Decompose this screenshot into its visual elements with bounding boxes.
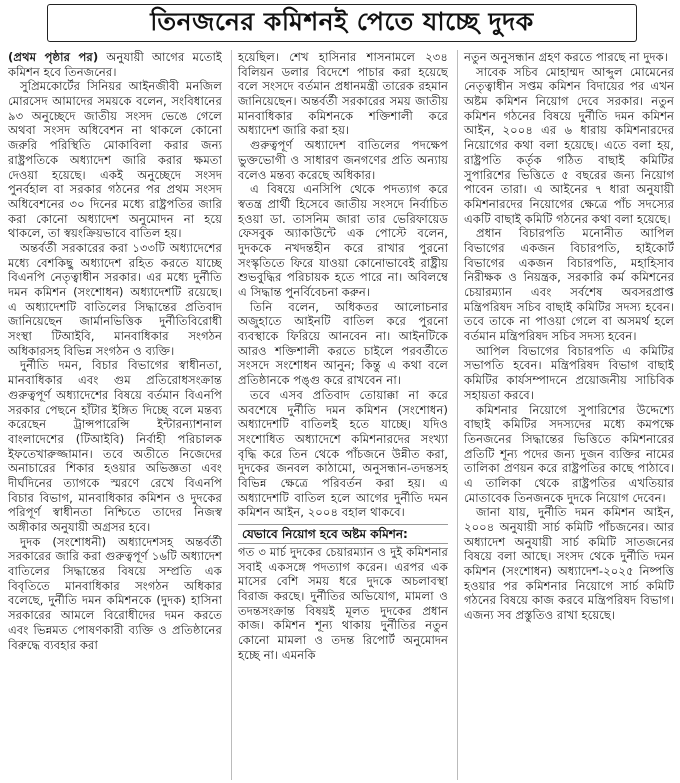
- paragraph: কমিশনার নিয়োগে সুপারিশের উদ্দেশ্যে বাছাই কমিটির সদস্যদের মধ্যে কমপক্ষে তিনজনের সিদ্ধান্তের ভিত্তিতে কমিশনারের প্রতিটি শূন্য পদের জন্য দুজন ব্যক্তির নামের তালিকা প্রণয়ন করে রাষ্ট্রপতির কাছে পাঠাবে। এ তালিকা থেকে রাষ্ট্রপতির এখতিয়ার মোতাবেক তিনজনকে দুদকে নিয়োগ দেবেন।: [463, 402, 674, 505]
- paragraph: দুর্নীতি দমন, বিচার বিভাগের স্বাধীনতা, মানবাধিকার এবং গুম প্রতিরোধসংক্রান্ত গুরুত্বপূর্ণ অধ্যাদেশের বিষয়ে বর্তমান বিএনপি সরকার পেছনে হাঁটার ইঙ্গিত দিচ্ছে বলে মন্তব্য করেছেন ট্রান্সপারেন্সি ইন্টারন্যাশনাল বাংলাদেশের (টিআইবি) নির্বাহী পরিচালক ইফতেখারুজ্জামান। তবে অতীতে নিজেদের অনাচারের শিকার হওয়ার অভিজ্ঞতা এবং দীর্ঘদিনের ত্যাগকে স্মরণে রেখে বিএনপি বিচার বিভাগ, মানবাধিকার কমিশন ও দুদকের পরিপূর্ণ স্বাধীনতা নিশ্চিতে তাদের নিজস্ব অঙ্গীকার অনুযায়ী অগ্রসর হবে।: [8, 358, 222, 534]
- paragraph: গত ৩ মার্চ দুদকের চেয়ারম্যান ও দুই কমিশনার সবাই একসঙ্গে পদত্যাগ করেন। এরপর এক মাসের বেশি সময় ধরে দুদকে অচলাবস্থা বিরাজ করছে। দুর্নীতির অভিযোগ, মামলা ও তদন্তসংক্রান্ত বিষয়ই মূলত দুদকের প্রধান কাজ। কমিশন শূন্য থাকায় দুর্নীতির নতুন কোনো মামলা ও তদন্ত রিপোর্ট অনুমোদন হচ্ছে না। এমনকি: [237, 545, 448, 662]
- section-subheading: যেভাবে নিয়োগ হবে অষ্টম কমিশন:: [238, 524, 448, 544]
- paragraph: এ বিষয়ে এনসিপি থেকে পদত্যাগ করে স্বতন্ত্র প্রার্থী হিসেবে জাতীয় সংসদে নির্বাচিত হওয়া ডা. তাসনিম জারা তার ভেরিফায়েড ফেসবুক অ্যাকাউন্টে এক পোস্টে বলেন, দুদককে নখদন্তহীন করে রাখার পুরনো সংস্কৃতিতে ফিরে যাওয়া কোনোভাবেই রাষ্ট্রীয় শুভবুদ্ধির পরিচায়ক হতে পারে না। অবিলম্বে এ সিদ্ধান্ত পুনর্বিবেচনা করুন।: [237, 182, 448, 299]
- continuation-label: (প্রথম পৃষ্ঠার পর): [8, 50, 99, 64]
- paragraph: তিনি বলেন, অধিকতর আলোচনার অজুহাতে আইনটি বাতিল করে পুরনো ব্যবস্থাকে ফিরিয়ে আনবেন না। আইনটিকে আরও শক্তিশালী করতে চাইলে পরবর্তীতে সংসদে সংশোধন আনুন; কিন্তু এ কথা বলে প্রতিষ্ঠানকে পঙ্গু করে রাখবেন না।: [237, 299, 448, 388]
- paragraph: অন্তর্বর্তী সরকারের করা ১৩৩টি অধ্যাদেশের মধ্যে বেশকিছু অধ্যাদেশ রহিত করতে যাচ্ছে বিএনপি নেতৃত্বাধীন সরকার। এর মধ্যে দুর্নীতি দমন কমিশন (সংশোধন) অধ্যাদেশটি রয়েছে। এ অধ্যাদেশটি বাতিলের সিদ্ধান্তের প্রতিবাদ জানিয়েছেন জার্মানভিত্তিক দুর্নীতিবিরোধী সংস্থা টিআইবি, মানবাধিকার সংগঠন অধিকারসহ বিভিন্ন সংগঠন ও ব্যক্তি।: [8, 240, 222, 358]
- column-2: [231, 50, 448, 780]
- paragraph: গুরুত্বপূর্ণ অধ্যাদেশ বাতিলের পদক্ষেপ ভুক্তভোগী ও সাধারণ জনগণের প্রতি অন্যায় বলেও মন্তব্য করেছে অধিকার।: [237, 138, 448, 182]
- paragraph: [8, 50, 222, 79]
- column-3: [457, 50, 674, 780]
- headline: তিনজনের কমিশনই পেতে যাচ্ছে দুদক: [150, 6, 534, 36]
- paragraph: সাবেক সচিব মোহাম্মদ আব্দুল মোমেনের নেতৃত্বাধীন সপ্তম কমিশন বিদায়ের পর এখন অষ্টম কমিশন নিয়োগ দেবে সরকার। নতুন কমিশন গঠনের বিষয়ে দুর্নীতি দমন কমিশন আইন, ২০০৪ এর ৬ ধারায় কমিশনারদের নিয়োগের কথা বলা হয়েছে। এতে বলা হয়, রাষ্ট্রপতি কর্তৃক গঠিত বাছাই কমিটির সুপারিশের ভিত্তিতে ৫ বছরের জন্য নিয়োগ পাবেন তারা। এ আইনের ৭ ধারা অনুযায়ী কমিশনারদের নিয়োগের ক্ষেত্রে পাঁচ সদস্যের একটি বাছাই কমিটি গঠনের কথা বলা হয়েছে।: [463, 64, 674, 226]
- paragraph: নতুন অনুসন্ধান গ্রহণ করতে পারছে না দুদক।: [463, 50, 669, 64]
- paragraph: হয়েছিল। শেখ হাসিনার শাসনামলে ২৩৪ বিলিয়ন ডলার বিদেশে পাচার করা হয়েছে বলে সংসদে বর্তমান প্রধানমন্ত্রী তারেক রহমান জানিয়েছেন। অন্তর্বর্তী সরকারের সময় জাতীয় মানবাধিকার কমিশনকে শক্তিশালী করে অধ্যাদেশ জারি করা হয়।: [237, 50, 448, 138]
- paragraph: জানা যায়, দুর্নীতি দমন কমিশন আইন, ২০০৪ অনুযায়ী সার্চ কমিটি পাঁচজনের। আর অধ্যাদেশ অনুযায়ী সার্চ কমিটি সাতজনের বিষয়ে বলা আছে। সংসদ থেকে দুর্নীতি দমন কমিশন (সংশোধন) অধ্যাদেশ-২০২৫ নিষ্পত্তি হওয়ার পর কমিশনার নিয়োগে সার্চ কমিটি গঠনের বিষয়ে কাজ করবে মন্ত্রিপরিষদ বিভাগ। এজন্য সব প্রস্তুতিও রাখা হয়েছে।: [463, 505, 674, 623]
- article-body: [8, 50, 674, 780]
- paragraph-text: অনুযায়ী আগের মতোই কমিশন হবে তিনজনের।: [8, 50, 222, 79]
- paragraph: দুদক (সংশোধনী) অধ্যাদেশসহ অন্তর্বর্তী সরকারের জারি করা গুরুত্বপূর্ণ ১৬টি অধ্যাদেশ বাতিলের সিদ্ধান্তের বিষয়ে সম্প্রতি এক বিবৃতিতে মানবাধিকার সংগঠন অধিকার বলেছে, দুর্নীতি দমন কমিশনকে (দুদক) হাসিনা সরকারের আমলে বিরোধীদের দমন করতে এবং ভিন্নমত পোষণকারী ব্যক্তি ও প্রতিষ্ঠানের বিরুদ্ধে ব্যবহার করা: [8, 534, 222, 652]
- paragraph: প্রধান বিচারপতি মনোনীত আপিল বিভাগের একজন বিচারপতি, হাইকোর্ট বিভাগের একজন বিচারপতি, মহাহিসাব নিরীক্ষক ও নিয়ন্ত্রক, সরকারি কর্ম কমিশনের চেয়ারম্যান এবং সর্বশেষ অবসরপ্রাপ্ত মন্ত্রিপরিষদ সচিব বাছাই কমিটির সদস্য হবেন। তবে তাকে না পাওয়া গেলে বা অসমর্থ হলে বর্তমান মন্ত্রিপরিষদ সচিব সদস্য হবেন।: [463, 226, 674, 344]
- paragraph: আপিল বিভাগের বিচারপতি এ কমিটির সভাপতি হবেন। মন্ত্রিপরিষদ বিভাগ বাছাই কমিটির কার্যসম্পাদনে প্রয়োজনীয় সাচিবিক সহায়তা করবে।: [463, 343, 674, 402]
- paragraph: তবে এসব প্রতিবাদ তোয়াক্কা না করে অবশেষে দুর্নীতি দমন কমিশন (সংশোধন) অধ্যাদেশটি বাতিলই হতে যাচ্ছে। যদিও সংশোধিত অধ্যাদেশে কমিশনারদের সংখ্যা বৃদ্ধি করে তিন থেকে পাঁচজনে উন্নীত করা, দুদকের জনবল কাঠামো, অনুসন্ধান-তদন্তসহ বিভিন্ন ক্ষেত্রে পরিবর্তন করা হয়। এ অধ্যাদেশটি বাতিল হলে আগের দুর্নীতি দমন কমিশন আইন, ২০০৪ বহাল থাকবে।: [237, 387, 448, 520]
- paragraph: সুপ্রিমকোর্টের সিনিয়র আইনজীবী মনজিল মোরসেদ আমাদের সময়কে বলেন, সংবিধানের ৯৩ অনুচ্ছেদে জাতীয় সংসদ ভেঙে গেলে অথবা সংসদ অধিবেশন না থাকলে কোনো জরুরি পরিস্থিতি মোকাবিলা করার জন্য রাষ্ট্রপতিকে অধ্যাদেশ জারি করার ক্ষমতা দেওয়া হয়েছে। একই অনুচ্ছেদে সংসদ পুনর্বহাল বা সরকার গঠনের পর প্রথম সংসদ অধিবেশনের ৩০ দিনের মধ্যে রাষ্ট্রপতির জারি করা কোনো অধ্যাদেশ অনুমোদন না হয়ে থাকলে, তা স্বয়ংক্রিয়ভাবে বাতিল হয়।: [8, 79, 222, 241]
- headline-box: [47, 4, 637, 42]
- column-1: [8, 50, 222, 780]
